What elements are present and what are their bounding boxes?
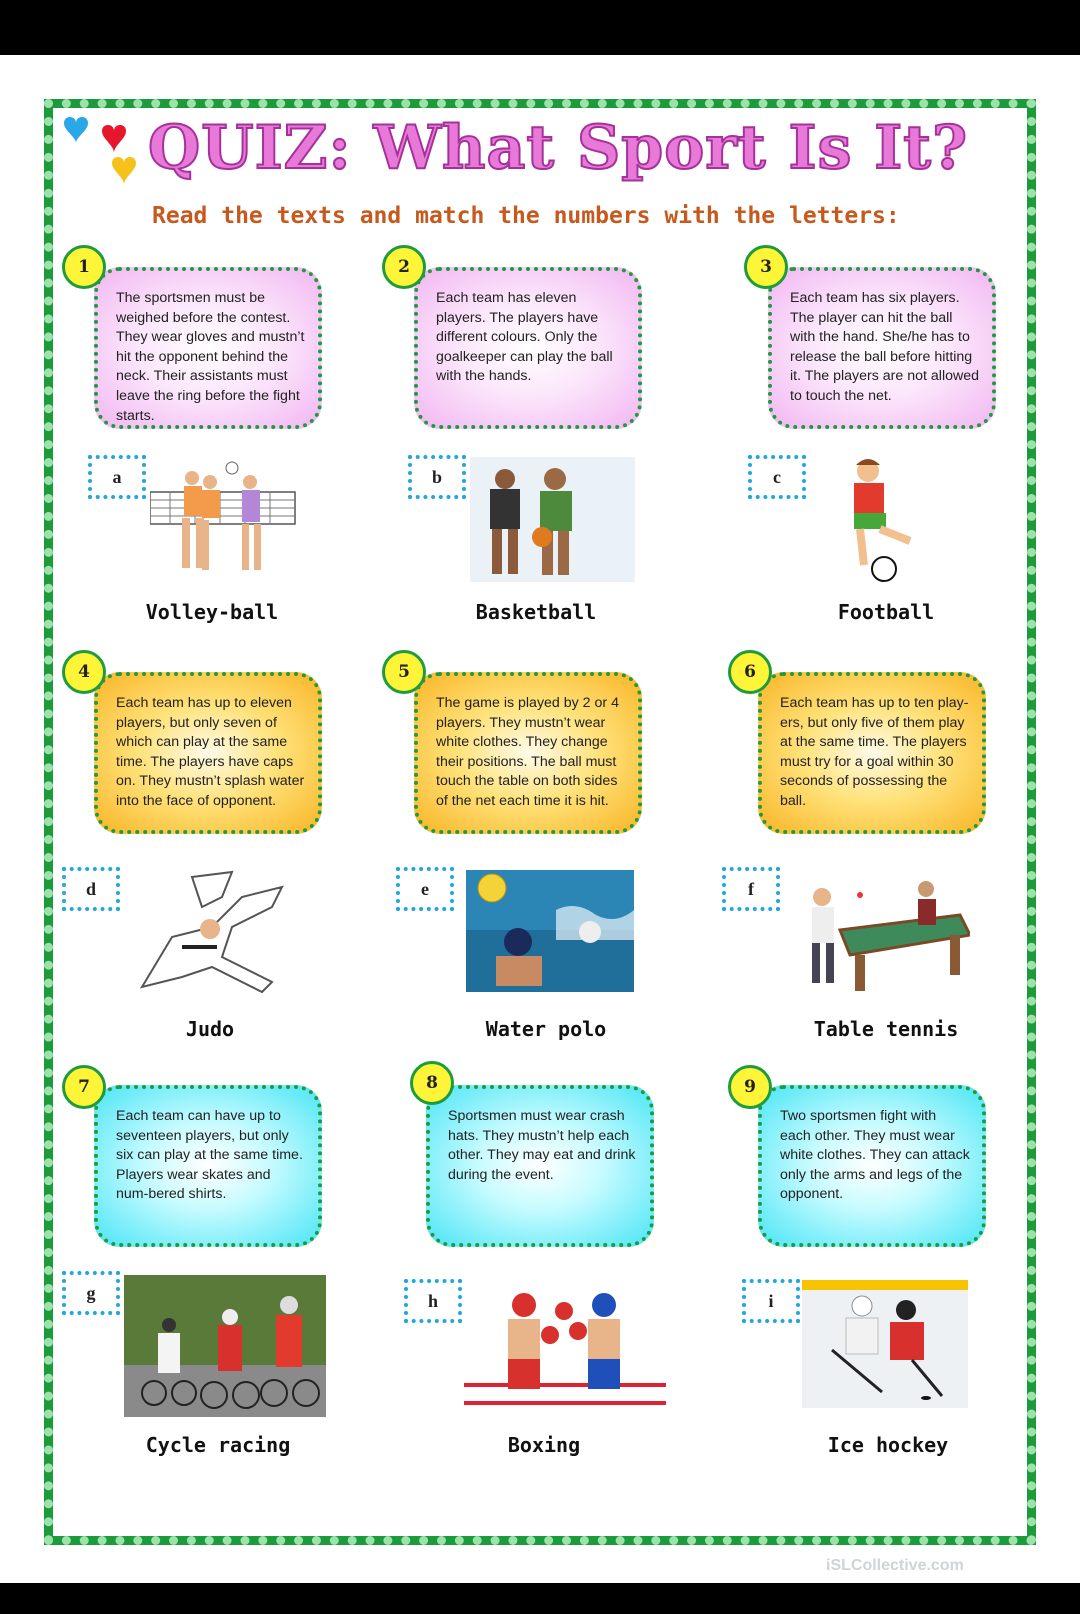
answer-box-a[interactable]: a [88, 455, 146, 499]
answer-box-g[interactable]: g [62, 1271, 120, 1315]
clue-card-2 [414, 267, 642, 429]
clue-card-4 [94, 672, 322, 834]
sport-name: Boxing [507, 1433, 581, 1457]
football-image [820, 457, 965, 582]
clue-text: Each team has up to eleven players, but only seven of which can play at the same time. The players have caps on. They mustn’t splash water into the face of opponent. [116, 695, 305, 809]
clue-card-9 [758, 1085, 986, 1247]
clue-number: 8 [410, 1061, 454, 1105]
clue-number: 7 [62, 1065, 106, 1109]
clue-text: The sportsmen must be weighed before the contest. They wear gloves and mustn’t hit the opponent behind the neck. Their assistants must leave the ring before the fight starts. [116, 290, 305, 424]
clue-text: Two sportsmen fight with each other. They must wear white clothes. They can attack only the arms and legs of the opponent. [780, 1108, 970, 1203]
boxing-image [464, 1285, 666, 1417]
answer-box-f[interactable]: f [722, 867, 780, 911]
clue-number: 6 [728, 650, 772, 694]
ice-hockey-image [802, 1280, 968, 1408]
sport-name: Judo [185, 1017, 235, 1041]
answer-box-e[interactable]: e [396, 867, 454, 911]
answer-box-c[interactable]: c [748, 455, 806, 499]
clue-text: Each team has eleven players. The players have different colours. Only the goalkeeper can play the ball with the hands. [436, 290, 613, 385]
table-tennis-image [800, 875, 970, 995]
sport-name: Basketball [475, 600, 597, 624]
clue-number: 3 [744, 245, 788, 289]
clue-number: 5 [382, 650, 426, 694]
judo-image [122, 867, 297, 997]
basketball-image [470, 457, 635, 582]
clue-card-6 [758, 672, 986, 834]
sport-name: Water polo [485, 1017, 607, 1041]
sport-name: Volley-ball [145, 600, 279, 624]
clue-number: 1 [62, 245, 106, 289]
instruction-text: Read the texts and match the numbers with the letters: [152, 203, 900, 229]
page-title: QUIZ: What Sport Is It? [148, 113, 969, 183]
clue-number: 4 [62, 650, 106, 694]
answer-box-i[interactable]: i [742, 1279, 800, 1323]
clue-number: 2 [382, 245, 426, 289]
clue-text: Each team has six players. The player can hit the ball with the hand. She/he has to release the ball before hitting it. The players are not allowed to touch the net. [790, 290, 980, 404]
clue-card-7 [94, 1085, 322, 1247]
worksheet-page [0, 55, 1080, 1583]
answer-box-d[interactable]: d [62, 867, 120, 911]
sport-name: Ice hockey [827, 1433, 949, 1457]
sport-name: Table tennis [813, 1017, 959, 1041]
clue-text: Each team can have up to seventeen players, but only six can play at the same time. Players wear skates and num-bered shirts. [116, 1108, 303, 1203]
answer-box-h[interactable]: h [404, 1279, 462, 1323]
clue-card-3 [768, 267, 996, 429]
cycle-racing-image [124, 1275, 326, 1417]
clue-text: Each team has up to ten play-ers, but only five of them play at the same time. The players must try for a goal within 30 seconds of possessing the ball. [780, 695, 969, 809]
volleyball-image [150, 460, 300, 585]
clue-card-5 [414, 672, 642, 834]
sport-name: Football [837, 600, 935, 624]
clue-card-1 [94, 267, 322, 429]
clue-text: Sportsmen must wear crash hats. They mustn’t help each other. They may eat and drink during the event. [448, 1108, 636, 1183]
watermark: iSLCollective.com [826, 1557, 964, 1574]
clue-number: 9 [728, 1065, 772, 1109]
water-polo-image [466, 870, 634, 992]
answer-box-b[interactable]: b [408, 455, 466, 499]
hearts-icon [58, 113, 148, 193]
clue-card-8 [426, 1085, 654, 1247]
clue-text: The game is played by 2 or 4 players. They mustn’t wear white clothes. They change their positions. The ball must touch the table on both sides of the net each time it is hit. [436, 695, 619, 809]
sport-name: Cycle racing [145, 1433, 291, 1457]
